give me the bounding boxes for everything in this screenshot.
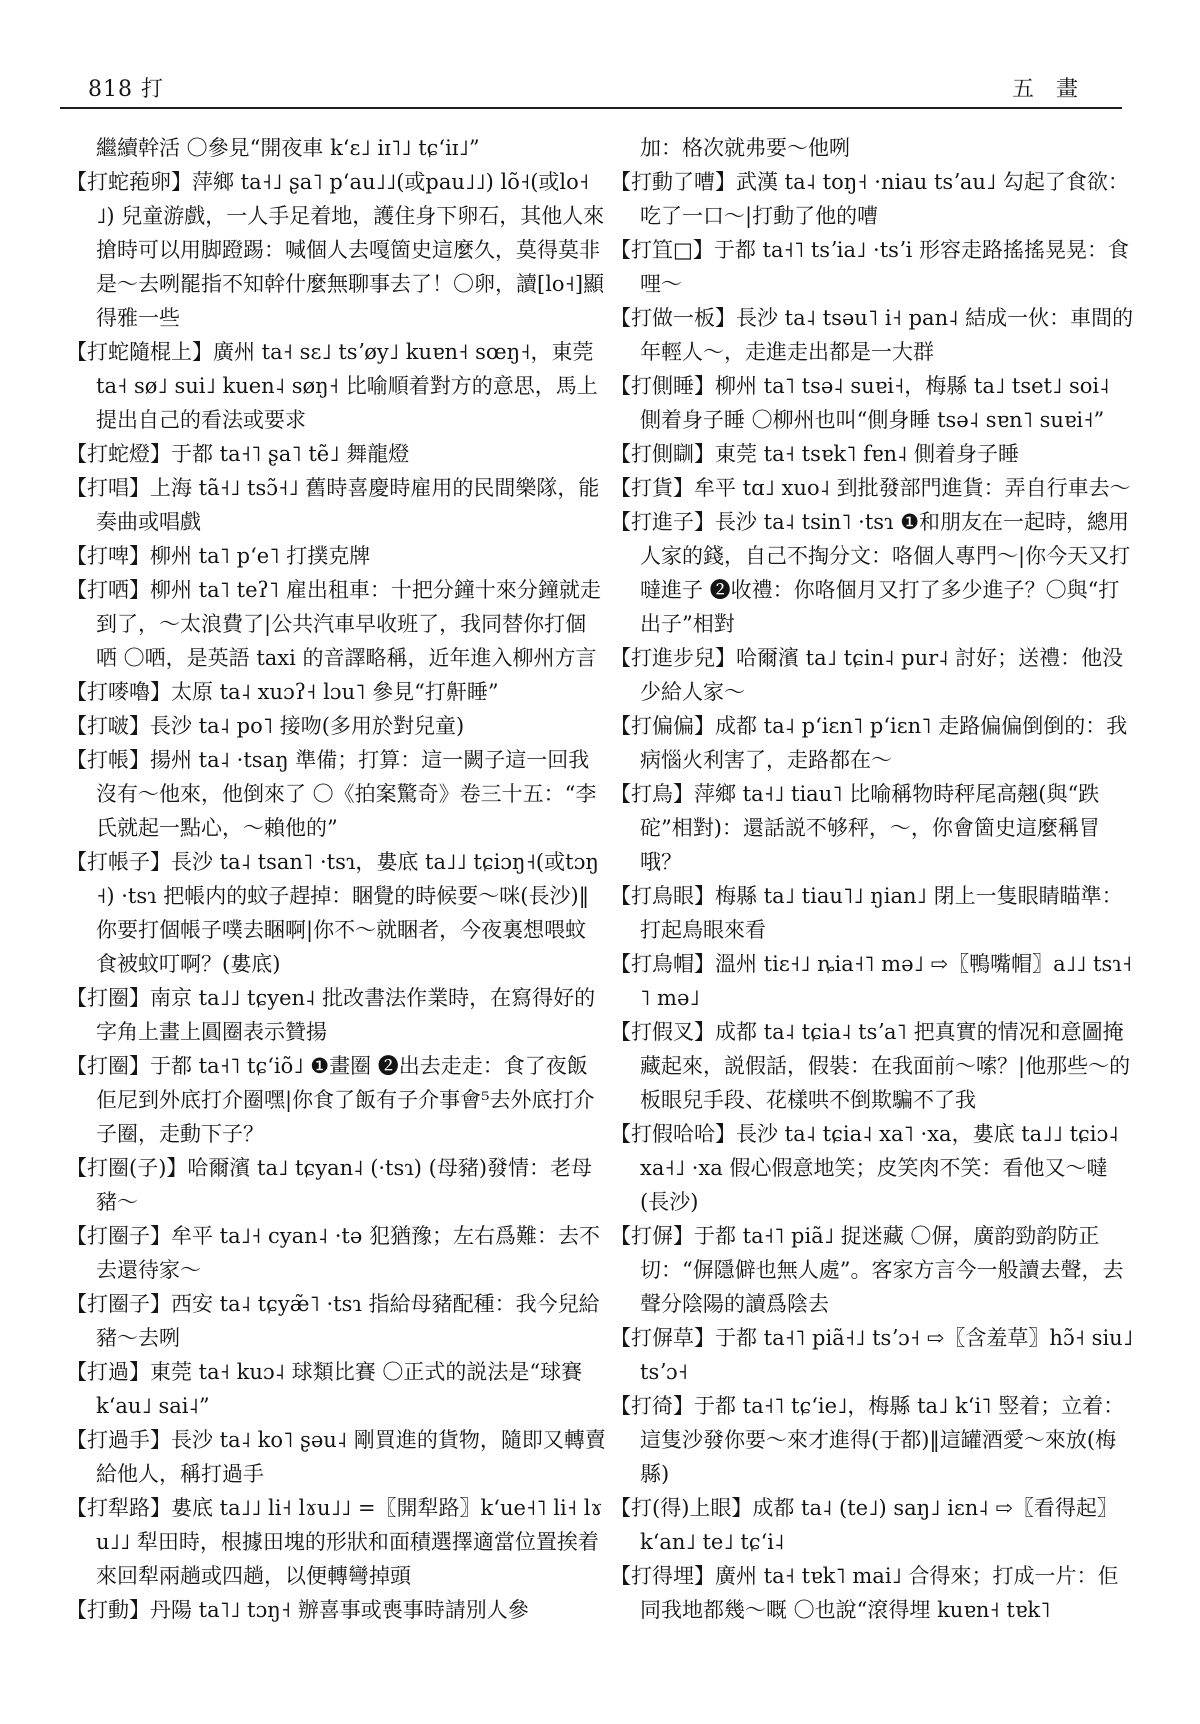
dictionary-entry: 【打偏偏】成都 ta˨ p‘iɛn˥ p‘iɛn˥ 走路偏偏倒倒的：我病惱火利害了，走路都在～ [610,714,1128,772]
dictionary-entry: 【打唱】上海 tã˧˩ tsɔ̃˧˩ 舊時喜慶時雇用的民間樂隊，能奏曲或唱戲 [66,476,600,534]
dictionary-entry: 【打啵】長沙 ta˨ po˥ 接吻(多用於對兒童) [66,714,465,738]
dictionary-entry: 【打笡□】于都 ta˧˥ tsʼia˩ ·tsʼi 形容走路搖搖晃晃：食哩～ [610,238,1129,296]
dictionary-entry: 繼續幹活 〇參見“開夜車 k‘ɛ˩ iɪ˥˩ tɕ‘iɪ˩” [96,136,480,160]
dictionary-entry: 【打啤】柳州 ta˥ p‘e˥ 打撲克牌 [66,544,371,568]
left-column [66,131,606,1691]
dictionary-entry: 【打蛇隨棍上】廣州 ta˧ sɛ˩ tsʼøy˩ kuɐn˧ sœŋ˧，東莞 ta˧ sø˩ sui˩ kuen˨ søŋ˧ 比喻順着對方的意思，馬上提出自己的看法或要求 [66,340,601,432]
dictionary-entry: 【打徛】于都 ta˧˥ tɕ‘ie˩，梅縣 ta˩ k‘i˥ 竪着；立着：這隻沙發你要～來才進得(于都)‖這罐酒愛～來放(梅縣) [610,1394,1125,1486]
section-label: 五畫 [1011,77,1100,102]
dictionary-entry: 【打圈(子)】哈爾濱 ta˩ tɕyan˨ (·tsɿ) (母豬)發情：老母豬～ [66,1156,593,1214]
dictionary-entry: 【打得埋】廣州 ta˧ tɐk˥ mai˩ 合得來；打成一片：佢同我地都幾～嘅 〇也說“滾得埋 kuɐn˧ tɐk˥ [610,1564,1119,1622]
dictionary-entry: 【打動】丹陽 ta˥˩ tɔŋ˧ 辦喜事或喪事時請別人參 [66,1598,529,1622]
dictionary-entry: 【打圈】于都 ta˧˥ tɕ‘iõ˩ ❶畫圈 ❷出去走走：食了夜飯佢尼到外底打介圈嘿|你食了飯有子介事會⁵去外底打介子圈，走動下子？ [66,1054,595,1146]
dictionary-entry: 【打帳】揚州 ta˨ ·tsaŋ 準備；打算：這一闕子這一回我沒有～他來，他倒來了 〇《拍案驚奇》卷三十五：“李氏就起一點心，～賴他的” [66,748,597,840]
dictionary-entry: 【打進步兒】哈爾濱 ta˩ tɕin˨ pur˨ 討好；送禮：他没少給人家～ [610,646,1124,704]
dictionary-entry: 【打過】東莞 ta˧ kuɔ˨ 球類比賽 〇正式的説法是“球賽 k‘au˩ sai˨” [66,1360,589,1418]
dictionary-entry: 【打帳子】長沙 ta˨ tsan˥ ·tsɿ，婁底 ta˩˩ tɕiɔŋ˧(或tɔŋ˧) ·tsɿ 把帳内的蚊子趕掉：睏覺的時候要～咪(長沙)‖你要打個帳子噗去睏啊|你不～就睏者，今夜裏想喂蚊食被蚊叮啊？(婁底) [66,850,599,976]
dictionary-entry: 【打偋】于都 ta˧˥ piã˩ 捉迷藏 〇偋，廣韵勁韵防正切：“偋隱僻也無人處”。客家方言今一般讀去聲，去聲分陰陽的讀爲陰去 [610,1224,1124,1316]
dictionary-entry: 【打貨】牟平 tɑ˩ xuo˨ 到批發部門進貨：弄自行車去～ [610,476,1131,500]
page-header [60,72,1122,112]
dictionary-entry: 【打假哈哈】長沙 ta˨ tɕia˨ xa˥ ·xa，婁底 ta˩˩ tɕiɔ˨ xa˧˩ ·xa 假心假意地笑；皮笑肉不笑：看他又～噠(長沙) [610,1122,1126,1214]
dictionary-entry: 【打假叉】成都 ta˨ tɕia˨ tsʼa˥ 把真實的情况和意圖掩藏起來，説假話，假裝：在我面前～嗦？|他那些～的板眼兒手段、花樣哄不倒欺騙不了我 [610,1020,1131,1112]
header-rule [60,107,1122,109]
page-label: 818 打 [88,77,164,102]
dictionary-entry: 【打鳥帽】溫州 tiɛ˧˩ ȵia˧˥ mə˩ ⇨〖鴨嘴帽〗a˩˩ tsɿ˧˥ mə˩ [610,952,1133,1010]
dictionary-entry: 【打圈子】西安 ta˨ tɕyæ̃˥ ·tsɿ 指給母豬配種：我今兒給豬～去咧 [66,1292,600,1350]
dictionary-entry: 【打側睡】柳州 ta˥ tsə˨ suɐi˧，梅縣 ta˩ tset˩ soi˨ 側着身子睡 〇柳州也叫“側身睡 tsə˨ sɐn˥ suɐi˧” [610,374,1117,432]
dictionary-entry: 【打圈子】牟平 ta˩˧ cyan˨ ·tə 犯猶豫；左右爲難：去不去還待家～ [66,1224,600,1282]
dictionary-entry: 【打做一板】長沙 ta˨ tsəu˥ i˧ pan˨ 結成一伙：車間的年輕人～，走進走出都是一大群 [610,306,1134,364]
dictionary-entry: 【打鳥眼】梅縣 ta˩ tiau˥˩ ŋian˩ 閉上一隻眼睛瞄準：打起鳥眼來看 [610,884,1123,942]
dictionary-entry: 【打鳥】萍鄉 ta˧˩ tiau˥ 比喻稱物時秤尾高翹(與“跌砣”相對)：還話説不够秤，～，你會箇史這麼稱冒哦？ [610,782,1100,874]
dictionary-entry: 【打圈】南京 ta˩˩ tɕyen˨ 批改書法作業時，在寫得好的字角上畫上圓圈表示贊揚 [66,986,596,1044]
dictionary-entry: 【打過手】長沙 ta˨ ko˥ ʂəu˨ 剛買進的貨物，隨即又轉賣給他人，稱打過手 [66,1428,606,1486]
dictionary-entry: 【打進子】長沙 ta˨ tsin˥ ·tsɿ ❶和朋友在一起時，總用人家的錢，自己不掏分文：咯個人專門～|你今天又打噠進子 ❷收禮：你咯個月又打了多少進子？〇與“打出子”相對 [610,510,1131,636]
dictionary-entry: 【打嘜嚕】太原 ta˨ xuɔʔ˧ lɔu˥ 參見“打鼾睡” [66,680,499,704]
dictionary-entry: 【打蛇燈】于都 ta˧˥ ʂa˥ tẽ˩ 舞龍燈 [66,442,410,466]
dictionary-entry: 【打(得)上眼】成都 ta˨ (te˩) saŋ˩ iɛn˨ ⇨〖看得起〗k‘an˩ te˩ tɕ‘i˨ [610,1496,1118,1554]
dictionary-entry: 【打蛇菢卵】萍鄉 ta˧˩ ʂa˥ p‘au˩˩(或pau˩˩) lõ˧(或lo˧˩) 兒童游戲，一人手足着地，護住身下卵石，其他人來搶時可以用脚蹬踢：喊個人去嘎箇史這麼久，莫得莫非是～去咧罷指不知幹什麼無聊事去了！〇卵，讀[lo˧]顯得雅一些 [66,170,605,330]
dictionary-entry: 【打哂】柳州 ta˥ teʔ˥ 雇出租車：十把分鐘十來分鐘就走到了，～太浪費了|公共汽車早收班了，我同替你打個哂 〇哂，是英語 taxi 的音譯略稱，近年進入柳州方言 [66,578,601,670]
dictionary-entry: 【打動了嘈】武漢 ta˨ toŋ˧ ·niau tsʼau˩ 勾起了食欲：吃了一口～|打動了他的嘈 [610,170,1129,228]
dictionary-entry: 【打側瞓】東莞 ta˧ tsɐk˥ fɐn˨ 側着身子睡 [610,442,1020,466]
dictionary-entry: 加：格次就弗要～他咧 [640,136,850,160]
dictionary-entry: 【打犁路】婁底 ta˩˩ li˧ lɤu˩˩ =〖開犁路〗k‘ue˧˥ li˧ lɤu˩˩ 犁田時，根據田塊的形狀和面積選擇適當位置挨着來回犁兩趟或四趟，以便轉彎掉頭 [66,1496,603,1588]
right-column [610,131,1140,1691]
dictionary-entry: 【打偋草】于都 ta˧˥ piã˧˩ tsʼɔ˧ ⇨〖含羞草〗hɔ̃˧ siu˩ tsʼɔ˧ [610,1326,1140,1384]
